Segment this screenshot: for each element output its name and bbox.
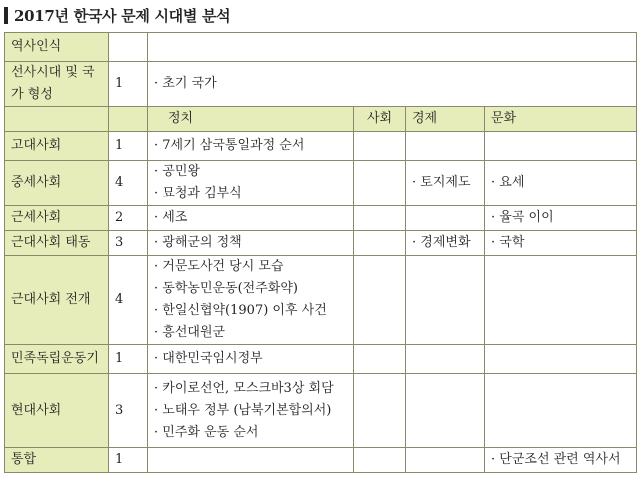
row-label: 고대사회 bbox=[5, 132, 109, 161]
table-row bbox=[5, 206, 637, 231]
row-cell-economy bbox=[406, 206, 485, 231]
table-row bbox=[5, 132, 637, 161]
table-row bbox=[5, 256, 637, 345]
table-cell-item: · 한일신협약(1907) 이후 사건 bbox=[154, 303, 327, 318]
row-cell-economy bbox=[406, 448, 485, 473]
row-cell-society bbox=[354, 256, 406, 345]
column-header-society: 사회 bbox=[354, 107, 406, 132]
row-label: 통합 bbox=[5, 448, 109, 473]
table-cell-item: · 국학 bbox=[491, 235, 525, 250]
row-count: 4 bbox=[109, 161, 148, 206]
row-cell-economy bbox=[406, 345, 485, 374]
table-cell-item: · 단군조선 관련 역사서 bbox=[491, 452, 621, 467]
row-label: 역사인식 bbox=[5, 33, 109, 62]
row-count: 2 bbox=[109, 206, 148, 231]
row-label: 선사시대 및 국가 형성 bbox=[5, 62, 109, 107]
table-cell-item: · 민주화 운동 순서 bbox=[154, 424, 259, 440]
row-cell-politics bbox=[148, 448, 354, 473]
row-count bbox=[109, 33, 148, 62]
table-row bbox=[5, 62, 637, 107]
row-cell-politics bbox=[148, 374, 354, 448]
row-count: 1 bbox=[109, 62, 148, 107]
row-cell-culture bbox=[485, 231, 637, 256]
table-row bbox=[5, 448, 637, 473]
header-blank-cell bbox=[5, 107, 109, 132]
row-count: 3 bbox=[109, 231, 148, 256]
row-cell-culture bbox=[485, 161, 637, 206]
document-title-row bbox=[4, 4, 230, 26]
table-cell-item: · 율곡 이이 bbox=[491, 210, 554, 225]
page-title: 2017년 한국사 문제 시대별 분석 bbox=[14, 6, 231, 25]
row-label: 현대사회 bbox=[5, 374, 109, 448]
row-content-merged bbox=[148, 62, 637, 107]
table-cell-item: · 토지제도 bbox=[412, 175, 471, 190]
row-count: 1 bbox=[109, 345, 148, 374]
row-cell-politics bbox=[148, 256, 354, 345]
table-cell-item: · 경제변화 bbox=[412, 235, 471, 250]
row-cell-culture bbox=[485, 132, 637, 161]
row-label: 근대사회 전개 bbox=[5, 256, 109, 345]
column-header-row bbox=[5, 107, 637, 132]
table-cell-item: · 동학농민운동(전주화약) bbox=[154, 281, 298, 296]
table-cell-item: · 묘청과 김부식 bbox=[154, 186, 242, 201]
row-cell-economy bbox=[406, 132, 485, 161]
table-cell-item: · 세조 bbox=[154, 210, 188, 225]
row-cell-society bbox=[354, 448, 406, 473]
row-label: 민족독립운동기 bbox=[5, 345, 109, 374]
table-cell-item: · 광해군의 정책 bbox=[154, 235, 242, 250]
row-cell-politics bbox=[148, 161, 354, 206]
column-header-economy: 경제 bbox=[406, 107, 485, 132]
row-label: 근세사회 bbox=[5, 206, 109, 231]
table-cell-item: · 초기 국가 bbox=[154, 76, 217, 91]
row-cell-politics bbox=[148, 231, 354, 256]
table-cell-item: · 카이로선언, 모스크바3상 회담 bbox=[154, 380, 334, 396]
row-cell-culture bbox=[485, 448, 637, 473]
table-cell-item: · 공민왕 bbox=[154, 164, 200, 179]
row-cell-politics bbox=[148, 206, 354, 231]
row-cell-economy bbox=[406, 231, 485, 256]
row-cell-culture bbox=[485, 206, 637, 231]
row-cell-culture bbox=[485, 374, 637, 448]
row-cell-society bbox=[354, 161, 406, 206]
table-row bbox=[5, 231, 637, 256]
row-cell-society bbox=[354, 374, 406, 448]
row-cell-politics bbox=[148, 345, 354, 374]
column-header-politics: 정치 bbox=[148, 107, 354, 132]
row-cell-society bbox=[354, 345, 406, 374]
row-count: 3 bbox=[109, 374, 148, 448]
title-bullet-bar bbox=[4, 7, 8, 24]
row-cell-economy bbox=[406, 161, 485, 206]
table-row bbox=[5, 161, 637, 206]
header-blank-cell bbox=[109, 107, 148, 132]
column-header-culture: 문화 bbox=[485, 107, 637, 132]
row-cell-economy bbox=[406, 374, 485, 448]
row-label: 근대사회 태동 bbox=[5, 231, 109, 256]
row-cell-culture bbox=[485, 256, 637, 345]
table-cell-item: · 7세기 삼국통일과정 순서 bbox=[154, 138, 305, 153]
table-row bbox=[5, 33, 637, 62]
row-content-merged bbox=[148, 33, 637, 62]
analysis-table bbox=[4, 32, 637, 473]
row-cell-society bbox=[354, 231, 406, 256]
table-cell-item: · 대한민국임시정부 bbox=[154, 351, 263, 366]
table-cell-item: · 거문도사건 당시 모습 bbox=[154, 259, 284, 274]
table-cell-item: · 노태우 정부 (남북기본합의서) bbox=[154, 402, 332, 418]
row-count: 1 bbox=[109, 132, 148, 161]
row-cell-society bbox=[354, 132, 406, 161]
row-cell-politics bbox=[148, 132, 354, 161]
row-label: 중세사회 bbox=[5, 161, 109, 206]
row-cell-economy bbox=[406, 256, 485, 345]
table-row bbox=[5, 374, 637, 448]
table-cell-item: · 흥선대원군 bbox=[154, 325, 226, 340]
table-row bbox=[5, 345, 637, 374]
row-count: 1 bbox=[109, 448, 148, 473]
row-count: 4 bbox=[109, 256, 148, 345]
table-cell-item: · 요세 bbox=[491, 175, 525, 190]
row-cell-culture bbox=[485, 345, 637, 374]
row-cell-society bbox=[354, 206, 406, 231]
